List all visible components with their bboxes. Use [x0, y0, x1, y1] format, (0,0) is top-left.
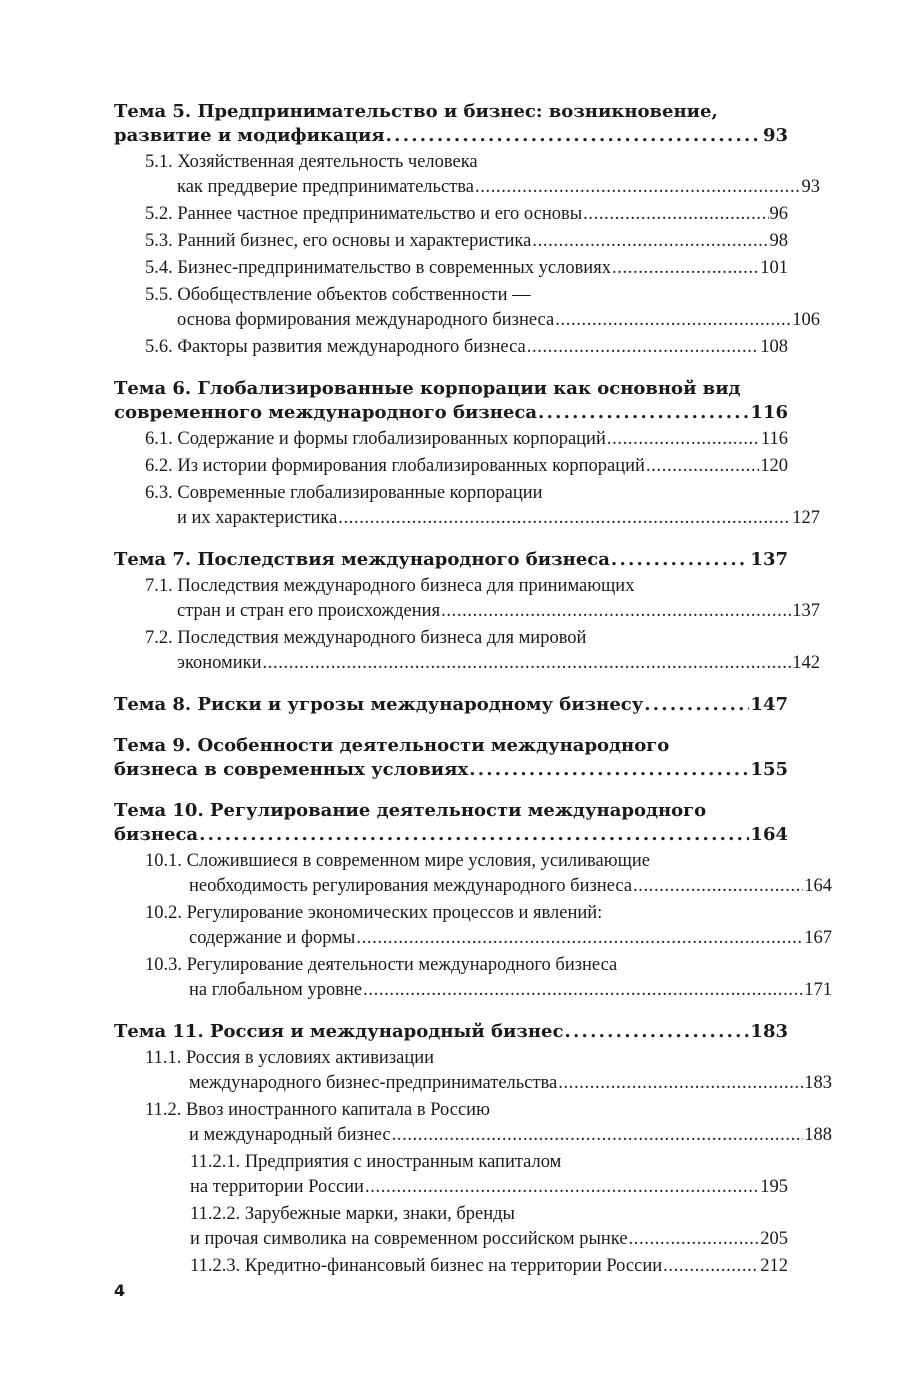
chapter-title-line — [114, 693, 788, 717]
chapter-title-line — [114, 124, 788, 148]
dot-leader — [612, 256, 759, 281]
page-ref: 93 — [762, 125, 788, 146]
entry-text: содержание и формы — [189, 928, 356, 948]
page-number: 4 — [114, 1281, 126, 1300]
section-title-line — [145, 427, 788, 452]
section-entry — [114, 626, 820, 676]
section-title-line — [190, 1254, 788, 1279]
dot-leader — [663, 1254, 759, 1279]
section-entry — [114, 481, 820, 531]
section-entry — [114, 1150, 788, 1200]
dot-leader — [263, 651, 792, 676]
chapter-title: Тема 9. Особенности деятельности международного — [114, 735, 670, 756]
entry-text: 5.6. Факторы развития международного бизнеса — [145, 337, 526, 357]
dot-leader — [338, 506, 791, 531]
entry-text: Тема 8. Риски и угрозы международному бизнесу — [114, 694, 644, 715]
section-title: 7.2. Последствия международного бизнеса для мировой — [145, 628, 587, 648]
section-entry — [114, 454, 788, 479]
entry-text: стран и стран его происхождения — [177, 601, 441, 621]
dot-leader — [538, 401, 749, 425]
chapter-title: Тема 6. Глобализированные корпорации как основной вид — [114, 378, 741, 399]
page-ref: 183 — [750, 1021, 788, 1042]
entry-text: 11.2.3. Кредитно-финансовый бизнес на территории России — [190, 1256, 663, 1276]
section-entry — [114, 335, 788, 360]
section-title: 11.2. Ввоз иностранного капитала в Россию — [145, 1100, 490, 1120]
page-ref: 164 — [804, 876, 832, 896]
section-title-line — [145, 599, 820, 624]
section-title-line — [145, 256, 788, 281]
dot-leader — [363, 978, 803, 1003]
page-ref: 205 — [760, 1229, 788, 1249]
page-ref: 137 — [792, 601, 820, 621]
page-ref: 171 — [804, 980, 832, 1000]
entry-text: на глобальном уровне — [189, 980, 363, 1000]
section-title: 11.1. Россия в условиях активизации — [145, 1048, 435, 1068]
chapter-title: Тема 10. Регулирование деятельности международного — [114, 800, 707, 821]
section-title: 7.1. Последствия международного бизнеса для принимающих — [145, 576, 635, 596]
section-entry — [114, 1254, 788, 1279]
page-ref: 101 — [760, 258, 788, 278]
section-title-line — [190, 1227, 788, 1252]
dot-leader — [469, 758, 749, 782]
section-entry — [114, 256, 788, 281]
page-ref: 188 — [804, 1125, 832, 1145]
section-entry — [114, 849, 832, 899]
section-title-line — [145, 874, 832, 899]
section-title-line — [145, 454, 788, 479]
page-ref: 155 — [750, 759, 788, 780]
dot-leader — [564, 1020, 749, 1044]
entry-text: на территории России — [190, 1177, 364, 1197]
chapter-title-line — [114, 1020, 788, 1044]
dot-leader — [199, 823, 749, 847]
section-title-line — [145, 978, 832, 1003]
dot-leader — [392, 1123, 804, 1148]
page-ref: 164 — [750, 824, 788, 845]
entry-text: развитие и модификация — [114, 125, 385, 146]
dot-leader — [356, 926, 803, 951]
dot-leader — [644, 693, 749, 717]
page-ref: 98 — [769, 231, 788, 251]
chapter-entry — [114, 799, 788, 847]
section-entry — [114, 283, 820, 333]
page-ref: 93 — [801, 177, 820, 197]
section-title: 10.2. Регулирование экономических процессов и явлений: — [145, 903, 603, 923]
entry-text: Тема 11. Россия и международный бизнес — [114, 1021, 564, 1042]
dot-leader — [527, 335, 760, 360]
entry-text: основа формирования международного бизнеса — [177, 310, 555, 330]
entry-text: бизнеса в современных условиях — [114, 759, 469, 780]
section-entry — [114, 150, 820, 200]
page-ref: 212 — [760, 1256, 788, 1276]
chapter-title-line — [114, 758, 788, 782]
section-entry — [114, 427, 788, 452]
section-entry — [114, 953, 832, 1003]
page-ref: 120 — [760, 456, 788, 476]
page-ref: 108 — [760, 337, 788, 357]
section-title-line — [145, 335, 788, 360]
section-entry — [114, 1098, 832, 1148]
section-title: 5.5. Обобществление объектов собственности — — [145, 285, 531, 305]
dot-leader — [607, 427, 760, 452]
dot-leader — [646, 454, 759, 479]
entry-text: 5.2. Раннее частное предпринимательство и его основы — [145, 204, 583, 224]
page-ref: 116 — [760, 429, 788, 449]
section-title: 11.2.2. Зарубежные марки, знаки, бренды — [190, 1204, 515, 1224]
section-title-line — [145, 229, 788, 254]
page-ref: 127 — [792, 508, 820, 528]
entry-text: и их характеристика — [177, 508, 338, 528]
section-title-line — [145, 651, 820, 676]
chapter-entry — [114, 693, 788, 717]
entry-text: 5.4. Бизнес-предпринимательство в современных условиях — [145, 258, 611, 278]
chapter-entry — [114, 100, 788, 148]
entry-text: 5.3. Ранний бизнес, его основы и характеристика — [145, 231, 532, 251]
dot-leader — [555, 308, 791, 333]
dot-leader — [611, 548, 750, 572]
dot-leader — [441, 599, 791, 624]
section-title: 11.2.1. Предприятия с иностранным капиталом — [190, 1152, 562, 1172]
chapter-title-line — [114, 548, 788, 572]
section-title-line — [190, 1175, 788, 1200]
page-ref: 116 — [750, 402, 788, 423]
chapter-entry — [114, 377, 788, 425]
chapter-title: Тема 5. Предпринимательство и бизнес: возникновение, — [114, 101, 718, 122]
entry-text: экономики — [177, 653, 262, 673]
entry-text: бизнеса — [114, 824, 199, 845]
entry-text: современного международного бизнеса — [114, 402, 538, 423]
dot-leader — [558, 1071, 803, 1096]
section-title-line — [145, 308, 820, 333]
page-ref: 106 — [792, 310, 820, 330]
entry-text: Тема 7. Последствия международного бизнеса — [114, 549, 610, 570]
dot-leader — [532, 229, 768, 254]
entry-text: 6.2. Из истории формирования глобализированных корпораций — [145, 456, 645, 476]
section-title-line — [145, 202, 788, 227]
chapter-title-line — [114, 401, 788, 425]
page-ref: 147 — [750, 694, 788, 715]
section-title: 10.1. Сложившиеся в современном мире условия, усиливающие — [145, 851, 650, 871]
entry-text: необходимость регулирования международного бизнеса — [189, 876, 633, 896]
chapter-entry — [114, 734, 788, 782]
page-ref: 195 — [760, 1177, 788, 1197]
section-title: 5.1. Хозяйственная деятельность человека — [145, 152, 478, 172]
entry-text: и международный бизнес — [189, 1125, 391, 1145]
page-ref: 137 — [750, 549, 788, 570]
section-entry — [114, 1202, 788, 1252]
entry-text: как преддверие предпринимательства — [177, 177, 474, 197]
section-title-line — [145, 175, 820, 200]
section-title: 6.3. Современные глобализированные корпорации — [145, 483, 543, 503]
page-ref: 142 — [792, 653, 820, 673]
dot-leader — [629, 1227, 760, 1252]
chapter-title-line — [114, 823, 788, 847]
section-title: 10.3. Регулирование деятельности международного бизнеса — [145, 955, 618, 975]
table-of-contents — [114, 100, 832, 1279]
page-ref: 96 — [769, 204, 788, 224]
section-entry — [114, 229, 788, 254]
section-title-line — [145, 506, 820, 531]
section-title-line — [145, 1071, 832, 1096]
section-entry — [114, 574, 820, 624]
page-ref: 167 — [804, 928, 832, 948]
dot-leader — [633, 874, 803, 899]
section-entry — [114, 1046, 832, 1096]
section-entry — [114, 901, 832, 951]
page-ref: 183 — [804, 1073, 832, 1093]
chapter-entry — [114, 1020, 788, 1044]
section-entry — [114, 202, 788, 227]
dot-leader — [475, 175, 801, 200]
chapter-entry — [114, 548, 788, 572]
dot-leader — [386, 124, 762, 148]
section-title-line — [145, 1123, 832, 1148]
entry-text: и прочая символика на современном российском рынке — [190, 1229, 628, 1249]
dot-leader — [365, 1175, 759, 1200]
dot-leader — [583, 202, 768, 227]
entry-text: 6.1. Содержание и формы глобализированных корпораций — [145, 429, 606, 449]
section-title-line — [145, 926, 832, 951]
entry-text: международного бизнес-предпринимательства — [189, 1073, 558, 1093]
